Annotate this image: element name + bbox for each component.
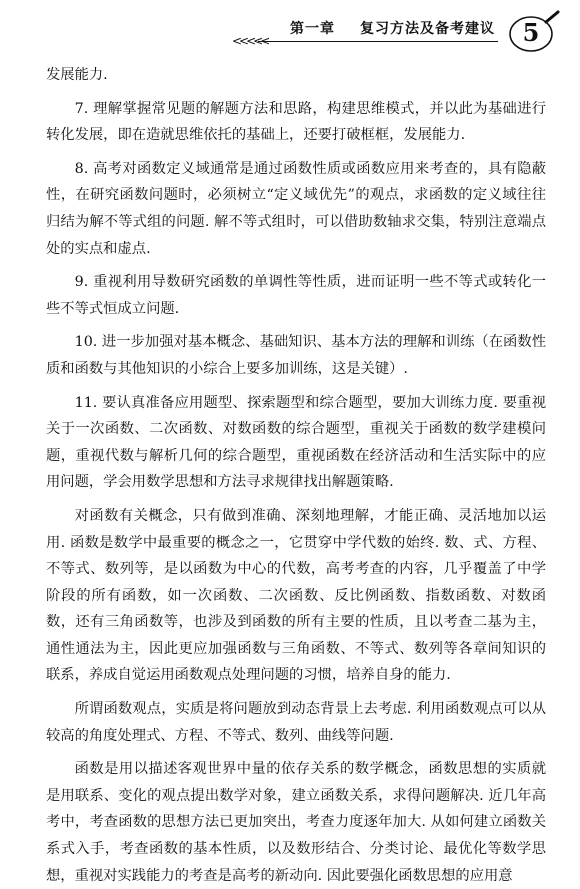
paragraph: 函数是用以描述客观世界中量的依存关系的数学概念，函数思想的实质就是用联系、变化的观点提出数学对象，建立函数关系，求得问题解决. 近几年高考中，考查函数的思想方法已更加突出，考查力度逐年加大. 从如何建立函数关系式入手，考查函数的基本性质，以及数形结合、分类讨论、最优化等数学思想，重视对实践能力的考查是高考的新动向. 因此要强化函数思想的应用意 — [46, 761, 546, 884]
paragraph: 对函数有关概念，只有做到准确、深刻地理解，才能正确、灵活地加以运用. 函数是数学中最重要的概念之一，它贯穿中学代数的始终. 数、式、方程、不等式、数列等，是以函数为中心的代数，高考考查的内容，几乎覆盖了中学阶段的所有函数，如一次函数、二次函数、反比例函数、指数函数、对数函数，还有三角函数等，也涉及到函数的所有主要的性质，且以考查二基为主，通性通法为主，因此更应加强函数与三角函数、不等式、数列等各章间知识的联系，养成自觉运用函数观点处理问题的习惯，培养自身的能力. — [46, 507, 546, 684]
chapter-title: 复习方法及备考建议 — [360, 21, 495, 37]
decorative-arrows: <<<<< — [232, 34, 268, 48]
body-text — [46, 62, 546, 889]
page-header — [0, 0, 580, 58]
paragraph: 9. 重视利用导数研究函数的单调性等性质，进而证明一些不等式或转化一些不等式恒成立问题. — [46, 274, 546, 317]
paragraph: 10. 进一步加强对基本概念、基础知识、基本方法的理解和训练（在函数性质和函数与其他知识的小综合上要多加训练，这是关键）. — [46, 334, 546, 377]
paragraph: 7. 理解掌握常见题的解题方法和思路，构建思维模式，并以此为基础进行转化发展，即在造就思维依托的基础上，还要打破框框，发展能力. — [46, 100, 546, 144]
header-rule — [258, 41, 498, 42]
page-number: 5 — [522, 18, 540, 47]
paragraph: 11. 要认真准备应用题型、探索题型和综合题型，要加大训练力度. 要重视关于一次函数、二次函数、对数函数的综合题型，重视关于函数的数学建模问题，重视代数与解析几何的综合题型，重视函数在经济活动和生活实际中的应用问题，学会用数学思想和方法寻求规律找出解题策略. — [46, 394, 546, 491]
paragraph: 所谓函数观点，实质是将问题放到动态背景上去考虑. 利用函数观点可以从较高的角度处理式、方程、不等式、数列、曲线等问题. — [46, 701, 546, 744]
paragraph: 8. 高考对函数定义域通常是通过函数性质或函数应用来考查的，具有隐蔽性，在研究函数问题时，必须树立“定义域优先”的观点，求函数的定义域往往归结为解不等式组的问题. 解不等式组时，可以借助数轴求交集，特别注意端点处的实点和虚点. — [46, 160, 546, 257]
paragraph: 发展能力. — [46, 67, 108, 83]
chapter-label: 第一章 — [290, 21, 335, 37]
